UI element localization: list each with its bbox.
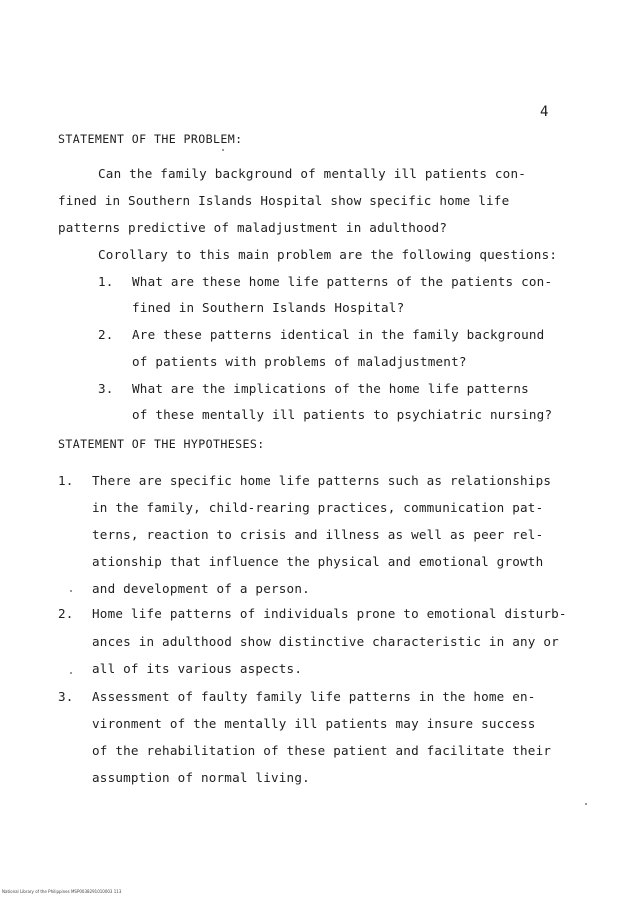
scan-speck [585,803,587,805]
page-number: 4 [540,104,549,120]
scan-speck [70,590,72,592]
problem-heading: STATEMENT OF THE PROBLEM: [58,132,243,146]
question-line: What are these home life patterns of the patients con- [132,274,553,289]
corollary-intro: Corollary to this main problem are the following questions: [98,247,558,262]
question-number: 1. [98,274,114,289]
hypothesis-line: terns, reaction to crisis and illness as well as peer rel- [92,527,544,542]
problem-paragraph-line: patterns predictive of maladjustment in adulthood? [58,220,448,235]
hypothesis-number: 1. [58,473,74,488]
hypothesis-line: ationship that influence the physical and emotional growth [92,554,544,569]
hypothesis-number: 2. [58,606,74,621]
question-line: What are the implications of the home life patterns [132,381,529,396]
question-line: of these mentally ill patients to psychiatric nursing? [132,407,553,422]
hypothesis-line: and development of a person. [92,581,310,596]
hypothesis-line: vironment of the mentally ill patients may insure success [92,716,536,731]
question-line: of patients with problems of maladjustment? [132,354,467,369]
hypothesis-line: Home life patterns of individuals prone to emotional disturb- [92,606,567,621]
hypothesis-line: of the rehabilitation of these patient and facilitate their [92,743,552,758]
question-line: Are these patterns identical in the family background [132,327,545,342]
problem-paragraph-line: Can the family background of mentally ill patients con- [98,166,527,181]
question-line: fined in Southern Islands Hospital? [132,300,405,315]
hypothesis-number: 3. [58,689,74,704]
hypothesis-line: all of its various aspects. [92,661,303,676]
scan-speck [70,672,72,674]
hypothesis-line: Assessment of faulty family life patterns in the home en- [92,689,536,704]
hypothesis-line: There are specific home life patterns such as relationships [92,473,552,488]
scan-footer: National Library of the Philippines MSP0038291010003 113 [2,889,122,894]
scan-speck [222,149,224,151]
question-number: 2. [98,327,114,342]
hypotheses-heading: STATEMENT OF THE HYPOTHESES: [58,437,265,451]
hypothesis-line: in the family, child-rearing practices, communication pat- [92,500,544,515]
question-number: 3. [98,381,114,396]
hypothesis-line: assumption of normal living. [92,770,310,785]
problem-paragraph-line: fined in Southern Islands Hospital show specific home life [58,193,510,208]
hypothesis-line: ances in adulthood show distinctive characteristic in any or [92,634,559,649]
